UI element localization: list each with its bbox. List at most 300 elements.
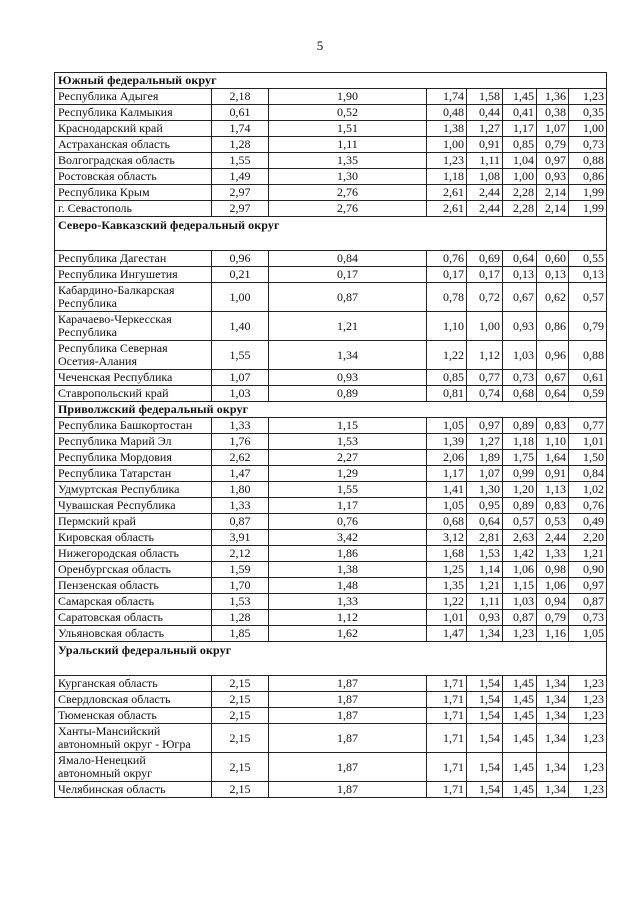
value-cell: 1,36	[537, 89, 569, 105]
value-cell: 1,90	[269, 89, 427, 105]
table-row	[55, 434, 607, 450]
table-row	[55, 386, 607, 402]
value-cell: 1,64	[537, 450, 569, 466]
value-cell: 2,15	[212, 692, 269, 708]
table-row	[55, 251, 607, 267]
value-cell: 2,20	[569, 530, 607, 546]
subject-name-cell: Республика Крым	[55, 185, 212, 201]
value-cell: 2,97	[212, 185, 269, 201]
value-cell: 1,39	[427, 434, 467, 450]
value-cell: 1,41	[427, 482, 467, 498]
value-cell: 0,88	[569, 153, 607, 169]
value-cell: 0,91	[467, 137, 503, 153]
value-cell: 1,28	[212, 137, 269, 153]
value-cell: 2,15	[212, 753, 269, 782]
value-cell: 1,03	[503, 341, 537, 370]
value-cell: 1,12	[467, 341, 503, 370]
value-cell: 1,34	[537, 782, 569, 798]
value-cell: 1,22	[427, 594, 467, 610]
table-row	[55, 708, 607, 724]
value-cell: 0,91	[537, 466, 569, 482]
table-row	[55, 370, 607, 386]
subject-name-cell: Ямало-Ненецкий автономный округ	[55, 753, 212, 782]
value-cell: 1,27	[467, 434, 503, 450]
table-row	[55, 724, 607, 753]
subject-name-cell: Саратовская область	[55, 610, 212, 626]
value-cell: 0,13	[569, 267, 607, 283]
value-cell: 0,87	[569, 594, 607, 610]
value-cell: 0,76	[269, 514, 427, 530]
value-cell: 1,33	[212, 418, 269, 434]
value-cell: 0,93	[269, 370, 427, 386]
region-title: Приволжский федеральный округ	[55, 402, 607, 418]
value-cell: 2,18	[212, 89, 269, 105]
value-cell: 1,80	[212, 482, 269, 498]
subject-name-cell: Республика Ингушетия	[55, 267, 212, 283]
table-row	[55, 121, 607, 137]
subject-name-cell: Самарская область	[55, 594, 212, 610]
table-row	[55, 594, 607, 610]
value-cell: 1,23	[503, 626, 537, 642]
value-cell: 0,64	[537, 386, 569, 402]
value-cell: 2,14	[537, 185, 569, 201]
value-cell: 1,00	[427, 137, 467, 153]
value-cell: 0,21	[212, 267, 269, 283]
subject-name-cell: Кабардино-Балкарская Республика	[55, 283, 212, 312]
value-cell: 1,71	[427, 782, 467, 798]
subject-name-cell: Курганская область	[55, 676, 212, 692]
value-cell: 1,34	[269, 341, 427, 370]
value-cell: 0,13	[503, 267, 537, 283]
table-row	[55, 466, 607, 482]
value-cell: 1,89	[467, 450, 503, 466]
value-cell: 0,61	[212, 105, 269, 121]
value-cell: 0,52	[269, 105, 427, 121]
value-cell: 2,81	[467, 530, 503, 546]
value-cell: 2,44	[467, 185, 503, 201]
value-cell: 0,73	[569, 137, 607, 153]
value-cell: 1,76	[212, 434, 269, 450]
value-cell: 1,48	[269, 578, 427, 594]
value-cell: 1,23	[569, 676, 607, 692]
value-cell: 1,71	[427, 724, 467, 753]
value-cell: 2,28	[503, 201, 537, 217]
value-cell: 1,13	[537, 482, 569, 498]
value-cell: 0,89	[503, 498, 537, 514]
value-cell: 3,91	[212, 530, 269, 546]
value-cell: 2,15	[212, 676, 269, 692]
subject-name-cell: Ставропольский край	[55, 386, 212, 402]
value-cell: 1,23	[569, 708, 607, 724]
value-cell: 1,55	[212, 341, 269, 370]
value-cell: 0,77	[467, 370, 503, 386]
value-cell: 1,86	[269, 546, 427, 562]
value-cell: 1,29	[269, 466, 427, 482]
value-cell: 1,45	[503, 782, 537, 798]
value-cell: 1,25	[427, 562, 467, 578]
subject-name-cell: Ханты-Мансийский автономный округ - Югра	[55, 724, 212, 753]
table-row	[55, 782, 607, 798]
value-cell: 0,85	[503, 137, 537, 153]
value-cell: 1,75	[503, 450, 537, 466]
value-cell: 0,83	[537, 498, 569, 514]
value-cell: 0,76	[427, 251, 467, 267]
value-cell: 1,70	[212, 578, 269, 594]
value-cell: 1,04	[503, 153, 537, 169]
value-cell: 0,69	[467, 251, 503, 267]
value-cell: 1,05	[427, 498, 467, 514]
region-header-row	[55, 402, 607, 418]
subject-name-cell: Чеченская Республика	[55, 370, 212, 386]
value-cell: 3,12	[427, 530, 467, 546]
value-cell: 1,34	[537, 708, 569, 724]
value-cell: 0,87	[269, 283, 427, 312]
value-cell: 1,51	[269, 121, 427, 137]
value-cell: 2,27	[269, 450, 427, 466]
value-cell: 1,23	[569, 724, 607, 753]
value-cell: 0,99	[503, 466, 537, 482]
table-row	[55, 312, 607, 341]
subject-name-cell: Удмуртская Республика	[55, 482, 212, 498]
value-cell: 0,38	[537, 105, 569, 121]
subject-name-cell: Оренбургская область	[55, 562, 212, 578]
value-cell: 0,67	[503, 283, 537, 312]
value-cell: 1,33	[269, 594, 427, 610]
value-cell: 0,73	[569, 610, 607, 626]
value-cell: 1,68	[427, 546, 467, 562]
value-cell: 1,02	[569, 482, 607, 498]
value-cell: 0,41	[503, 105, 537, 121]
value-cell: 1,23	[427, 153, 467, 169]
table-row	[55, 283, 607, 312]
subject-name-cell: Пензенская область	[55, 578, 212, 594]
table-row	[55, 267, 607, 283]
value-cell: 1,14	[467, 562, 503, 578]
value-cell: 1,00	[467, 312, 503, 341]
value-cell: 0,95	[467, 498, 503, 514]
subject-name-cell: Волгоградская область	[55, 153, 212, 169]
table-row	[55, 578, 607, 594]
value-cell: 1,87	[269, 676, 427, 692]
table-row	[55, 341, 607, 370]
value-cell: 1,03	[212, 386, 269, 402]
value-cell: 1,11	[269, 137, 427, 153]
subject-name-cell: Челябинская область	[55, 782, 212, 798]
value-cell: 1,15	[503, 578, 537, 594]
value-cell: 1,21	[569, 546, 607, 562]
table-row	[55, 450, 607, 466]
subject-name-cell: Республика Башкортостан	[55, 418, 212, 434]
value-cell: 1,05	[427, 418, 467, 434]
value-cell: 0,17	[467, 267, 503, 283]
table-row	[55, 482, 607, 498]
table-body	[55, 73, 607, 798]
value-cell: 1,28	[212, 610, 269, 626]
value-cell: 0,17	[269, 267, 427, 283]
value-cell: 0,68	[427, 514, 467, 530]
value-cell: 1,54	[467, 708, 503, 724]
region-header-row	[55, 642, 607, 676]
value-cell: 2,44	[537, 530, 569, 546]
value-cell: 1,53	[269, 434, 427, 450]
value-cell: 1,47	[212, 466, 269, 482]
value-cell: 1,17	[427, 466, 467, 482]
value-cell: 1,55	[212, 153, 269, 169]
value-cell: 1,74	[212, 121, 269, 137]
value-cell: 0,59	[569, 386, 607, 402]
table-row	[55, 676, 607, 692]
value-cell: 1,71	[427, 708, 467, 724]
value-cell: 0,96	[537, 341, 569, 370]
table-row	[55, 185, 607, 201]
value-cell: 1,07	[212, 370, 269, 386]
subject-name-cell: Карачаево-Черкесская Республика	[55, 312, 212, 341]
region-title: Уральский федеральный округ	[55, 642, 607, 676]
value-cell: 1,53	[467, 546, 503, 562]
value-cell: 0,73	[503, 370, 537, 386]
value-cell: 1,23	[569, 753, 607, 782]
value-cell: 0,55	[569, 251, 607, 267]
value-cell: 1,99	[569, 185, 607, 201]
subject-name-cell: Республика Татарстан	[55, 466, 212, 482]
value-cell: 0,17	[427, 267, 467, 283]
value-cell: 1,21	[467, 578, 503, 594]
value-cell: 1,22	[427, 341, 467, 370]
value-cell: 1,34	[467, 626, 503, 642]
subject-name-cell: Чувашская Республика	[55, 498, 212, 514]
subject-name-cell: Ульяновская область	[55, 626, 212, 642]
value-cell: 1,47	[427, 626, 467, 642]
region-title: Северо-Кавказский федеральный округ	[55, 217, 607, 251]
value-cell: 1,38	[427, 121, 467, 137]
subject-name-cell: Свердловская область	[55, 692, 212, 708]
value-cell: 1,34	[537, 692, 569, 708]
value-cell: 0,77	[569, 418, 607, 434]
value-cell: 1,58	[467, 89, 503, 105]
value-cell: 0,72	[467, 283, 503, 312]
value-cell: 1,10	[537, 434, 569, 450]
table-row	[55, 418, 607, 434]
indicator-table	[54, 72, 607, 798]
value-cell: 1,59	[212, 562, 269, 578]
subject-name-cell: Республика Калмыкия	[55, 105, 212, 121]
subject-name-cell: Ростовская область	[55, 169, 212, 185]
value-cell: 1,40	[212, 312, 269, 341]
subject-name-cell: Кировская область	[55, 530, 212, 546]
value-cell: 0,96	[212, 251, 269, 267]
value-cell: 1,53	[212, 594, 269, 610]
value-cell: 2,97	[212, 201, 269, 217]
value-cell: 1,17	[269, 498, 427, 514]
value-cell: 1,34	[537, 724, 569, 753]
table-row	[55, 692, 607, 708]
value-cell: 1,00	[503, 169, 537, 185]
subject-name-cell: Республика Мордовия	[55, 450, 212, 466]
value-cell: 1,42	[503, 546, 537, 562]
table-row	[55, 137, 607, 153]
value-cell: 2,44	[467, 201, 503, 217]
value-cell: 0,76	[569, 498, 607, 514]
value-cell: 1,30	[269, 169, 427, 185]
value-cell: 1,55	[269, 482, 427, 498]
value-cell: 1,87	[269, 708, 427, 724]
value-cell: 0,87	[212, 514, 269, 530]
value-cell: 1,35	[269, 153, 427, 169]
table-row	[55, 514, 607, 530]
value-cell: 0,57	[569, 283, 607, 312]
value-cell: 0,98	[537, 562, 569, 578]
value-cell: 1,05	[569, 626, 607, 642]
value-cell: 1,15	[269, 418, 427, 434]
value-cell: 1,33	[537, 546, 569, 562]
value-cell: 2,62	[212, 450, 269, 466]
value-cell: 1,12	[269, 610, 427, 626]
value-cell: 1,54	[467, 753, 503, 782]
value-cell: 0,84	[269, 251, 427, 267]
value-cell: 1,00	[212, 283, 269, 312]
value-cell: 1,54	[467, 676, 503, 692]
value-cell: 1,85	[212, 626, 269, 642]
value-cell: 0,78	[427, 283, 467, 312]
value-cell: 1,71	[427, 676, 467, 692]
value-cell: 0,53	[537, 514, 569, 530]
value-cell: 1,50	[569, 450, 607, 466]
region-header-row	[55, 73, 607, 89]
table-row	[55, 546, 607, 562]
table-row	[55, 89, 607, 105]
value-cell: 0,93	[503, 312, 537, 341]
value-cell: 1,33	[212, 498, 269, 514]
table-row	[55, 105, 607, 121]
value-cell: 1,54	[467, 782, 503, 798]
value-cell: 0,44	[467, 105, 503, 121]
value-cell: 1,87	[269, 753, 427, 782]
value-cell: 2,15	[212, 724, 269, 753]
value-cell: 2,15	[212, 782, 269, 798]
value-cell: 0,94	[537, 594, 569, 610]
value-cell: 1,08	[467, 169, 503, 185]
subject-name-cell: Республика Дагестан	[55, 251, 212, 267]
value-cell: 0,86	[537, 312, 569, 341]
value-cell: 1,01	[427, 610, 467, 626]
page-number: 5	[316, 38, 324, 53]
value-cell: 0,97	[569, 578, 607, 594]
value-cell: 0,83	[537, 418, 569, 434]
value-cell: 1,87	[269, 724, 427, 753]
value-cell: 2,63	[503, 530, 537, 546]
value-cell: 0,89	[269, 386, 427, 402]
value-cell: 1,17	[503, 121, 537, 137]
subject-name-cell: Краснодарский край	[55, 121, 212, 137]
subject-name-cell: Астраханская область	[55, 137, 212, 153]
value-cell: 1,38	[269, 562, 427, 578]
value-cell: 2,14	[537, 201, 569, 217]
value-cell: 0,86	[569, 169, 607, 185]
value-cell: 1,45	[503, 89, 537, 105]
value-cell: 0,35	[569, 105, 607, 121]
subject-name-cell: Пермский край	[55, 514, 212, 530]
value-cell: 1,11	[467, 594, 503, 610]
value-cell: 1,01	[569, 434, 607, 450]
value-cell: 0,13	[537, 267, 569, 283]
value-cell: 1,07	[537, 121, 569, 137]
value-cell: 1,45	[503, 753, 537, 782]
value-cell: 2,28	[503, 185, 537, 201]
table-row	[55, 153, 607, 169]
value-cell: 2,61	[427, 185, 467, 201]
value-cell: 1,35	[427, 578, 467, 594]
value-cell: 1,10	[427, 312, 467, 341]
value-cell: 1,45	[503, 724, 537, 753]
value-cell: 0,87	[503, 610, 537, 626]
value-cell: 1,30	[467, 482, 503, 498]
table-row	[55, 530, 607, 546]
value-cell: 1,87	[269, 782, 427, 798]
value-cell: 1,21	[269, 312, 427, 341]
value-cell: 0,84	[569, 466, 607, 482]
value-cell: 1,27	[467, 121, 503, 137]
value-cell: 2,06	[427, 450, 467, 466]
subject-name-cell: Нижегородская область	[55, 546, 212, 562]
value-cell: 0,67	[537, 370, 569, 386]
value-cell: 1,06	[537, 578, 569, 594]
value-cell: 0,79	[537, 610, 569, 626]
table-row	[55, 626, 607, 642]
subject-name-cell: Республика Адыгея	[55, 89, 212, 105]
value-cell: 1,45	[503, 676, 537, 692]
value-cell: 1,23	[569, 692, 607, 708]
value-cell: 0,97	[467, 418, 503, 434]
subject-name-cell: Тюменская область	[55, 708, 212, 724]
value-cell: 1,62	[269, 626, 427, 642]
value-cell: 1,06	[503, 562, 537, 578]
value-cell: 0,79	[537, 137, 569, 153]
value-cell: 1,18	[503, 434, 537, 450]
subject-name-cell: Республика Северная Осетия-Алания	[55, 341, 212, 370]
value-cell: 0,85	[427, 370, 467, 386]
value-cell: 1,00	[569, 121, 607, 137]
value-cell: 0,64	[503, 251, 537, 267]
value-cell: 0,61	[569, 370, 607, 386]
region-title: Южный федеральный округ	[55, 73, 607, 89]
value-cell: 1,34	[537, 753, 569, 782]
table-row	[55, 201, 607, 217]
value-cell: 0,60	[537, 251, 569, 267]
table-row	[55, 562, 607, 578]
value-cell: 1,23	[569, 782, 607, 798]
value-cell: 1,16	[537, 626, 569, 642]
table-row	[55, 610, 607, 626]
value-cell: 0,81	[427, 386, 467, 402]
value-cell: 2,15	[212, 708, 269, 724]
value-cell: 0,89	[503, 418, 537, 434]
value-cell: 1,23	[569, 89, 607, 105]
table-row	[55, 753, 607, 782]
value-cell: 0,79	[569, 312, 607, 341]
value-cell: 2,61	[427, 201, 467, 217]
value-cell: 1,11	[467, 153, 503, 169]
value-cell: 0,64	[467, 514, 503, 530]
value-cell: 1,87	[269, 692, 427, 708]
value-cell: 1,18	[427, 169, 467, 185]
value-cell: 0,62	[537, 283, 569, 312]
value-cell: 2,76	[269, 185, 427, 201]
value-cell: 1,71	[427, 692, 467, 708]
value-cell: 0,68	[503, 386, 537, 402]
value-cell: 3,42	[269, 530, 427, 546]
table-row	[55, 169, 607, 185]
value-cell: 1,20	[503, 482, 537, 498]
